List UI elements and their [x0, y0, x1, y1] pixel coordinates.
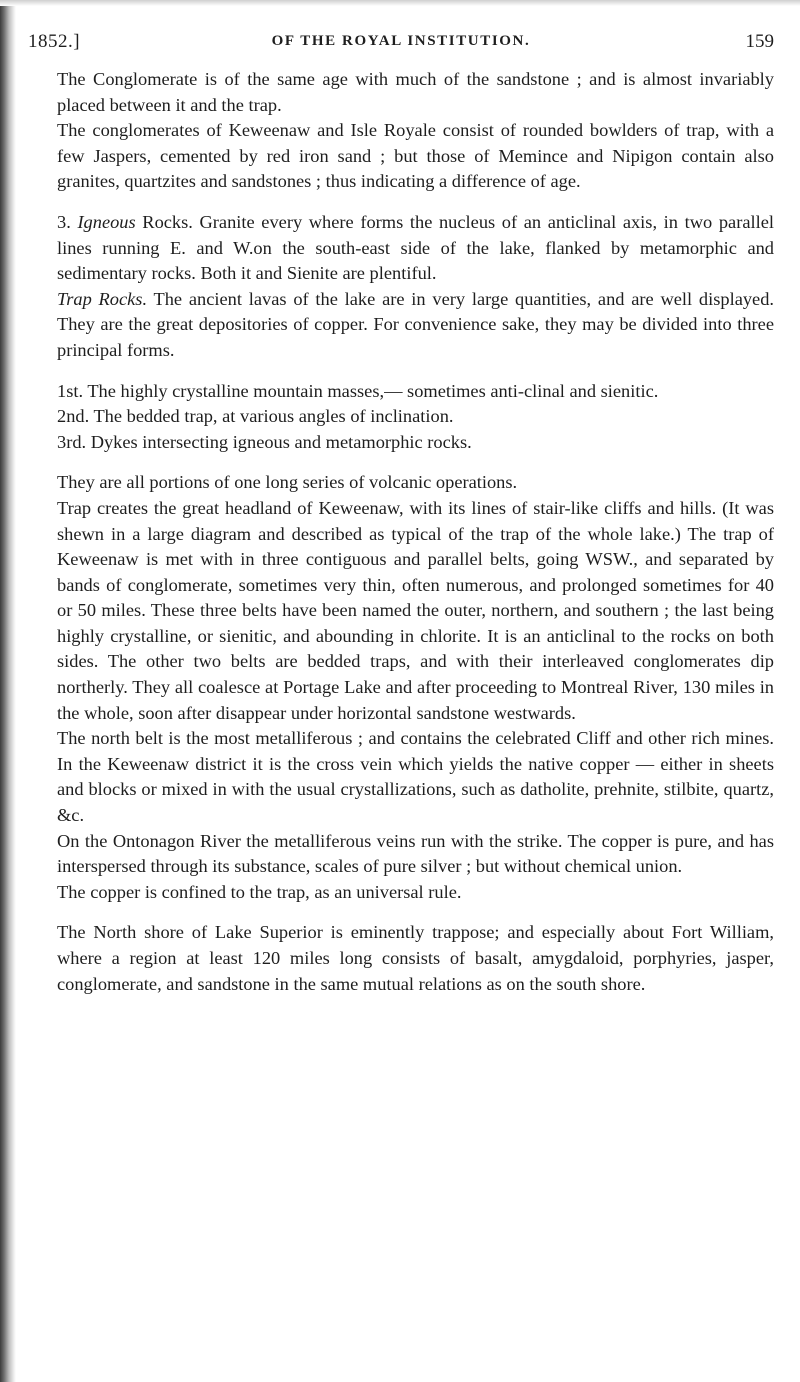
trap-forms-list: [57, 379, 774, 456]
running-header: [28, 31, 774, 59]
section-heading-trap: Trap Rocks.: [57, 288, 148, 309]
trap-text: The ancient lavas of the lake are in very large quantities, and are well displayed. They are the great depositories of copper. For convenience sake, they may be divided into three principal forms.: [57, 288, 775, 360]
list-item: 3rd. Dykes intersecting igneous and metamorphic rocks.: [57, 431, 472, 452]
paragraph-north-shore: The North shore of Lake Superior is eminently trappose; and especially about Fort William, where a region at least 120 miles long consists of basalt, amygdaloid, porphyries, jasper, conglomerate, and sandstone in the same mutual relations as on the south shore.: [57, 922, 774, 994]
body-text: [57, 67, 774, 997]
paragraph-conglomerates: The conglomerates of Keweenaw and Isle Royale consist of rounded bowlders of trap, with a few Jaspers, cemented by red iron sand ; but those of Memince and Nipigon contain also granites, quartzites and sandstones ; thus indicating a difference of age.: [57, 120, 774, 192]
paragraph-north-belt: The north belt is the most metalliferous ; and contains the celebrated Cliff and other rich mines. In the Keweenaw district it is the cross vein which yields the native copper — either in sheets and blocks or mixed in with the usual crystallizations, such as datholite, prehnite, stilbite, quartz, &c.: [57, 728, 774, 826]
section-heading-igneous: Igneous: [77, 211, 136, 232]
paragraph-conglomerate-age: The Conglomerate is of the same age with much of the sandstone ; and is almost invariably placed between it and the trap.: [57, 69, 774, 115]
paragraph-volcanic-series: They are all portions of one long series of volcanic operations.: [57, 472, 518, 493]
paragraph-ontonagon: On the Ontonagon River the metalliferous veins run with the strike. The copper is pure, and has interspersed through its substance, scales of pure silver ; but without chemical union.: [57, 830, 774, 877]
paragraph-keweenaw-trap: Trap creates the great headland of Keweenaw, with its lines of stair-like cliffs and hills. (It was shewn in a large diagram and described as typical of the trap of the whole lake.) The trap of Keweenaw is met with in three contiguous and parallel belts, going WSW., and separated by bands of conglomerate, sometimes very thin, often numerous, and prolonged sometimes for 40 or 50 miles. These three belts have been named the outer, northern, and southern ; the last being highly crystalline, or sienitic, and abounding in chlorite. It is an anticlinal to the rocks on both sides. The other two belts are bedded traps, and with their interleaved conglomerates dip northerly. They all coalesce at Portage Lake and after proceeding to Montreal River, 130 miles in the whole, soon after disappear under horizontal sandstone westwards.: [57, 497, 774, 723]
section-number: 3.: [57, 211, 71, 232]
page-number: 159: [745, 31, 774, 52]
page-edge: [0, 0, 800, 6]
list-item: 2nd. The bedded trap, at various angles of inclination.: [57, 406, 454, 427]
list-item: 1st. The highly crystalline mountain masses,— sometimes anti-clinal and sienitic.: [57, 380, 659, 401]
header-year: 1852.]: [28, 31, 81, 52]
paragraph-trap-rocks: [57, 287, 774, 364]
igneous-text: Rocks. Granite every where forms the nucleus of an anticlinal axis, in two parallel lines running E. and W.on the south-east side of the lake, flanked by metamorphic and sedimentary rocks. Both it and Sienite are plentiful.: [57, 211, 774, 284]
spine-shadow: [0, 0, 16, 1382]
paragraph-igneous-rocks: [57, 210, 774, 287]
header-title: OF THE ROYAL INSTITUTION.: [271, 33, 531, 49]
paragraph-copper-rule: The copper is confined to the trap, as an universal rule.: [57, 881, 462, 902]
